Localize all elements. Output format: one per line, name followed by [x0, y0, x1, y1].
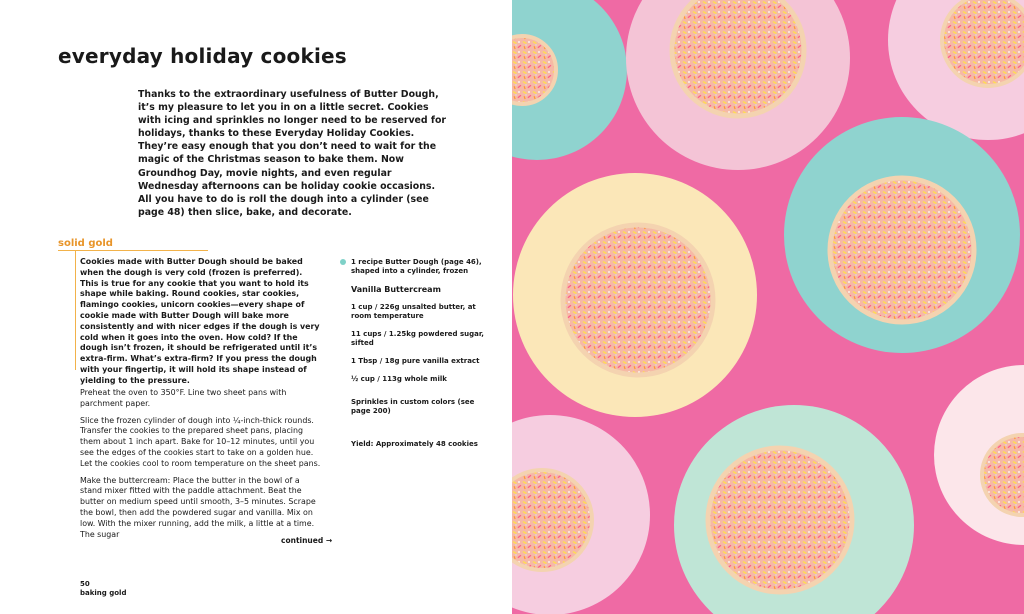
solid-gold-bracket — [58, 250, 76, 370]
ingredient-item: 1 Tbsp / 18g pure vanilla extract — [351, 357, 480, 365]
ingredient-sprinkles: Sprinkles in custom colors (see page 200) — [351, 398, 475, 415]
intro-paragraph: Thanks to the extraordinary usefulness of Butter Dough, it’s my pleasure to let you in on a little secret. Cookies with icing and sprinkles no longer need to be reserved for holidays, thanks to these Everyday Holiday Cookies. They’re easy enough that you don’t need to wait for the magic of the Christmas season to bake them. Now Groundhog Day, movie nights, and even regular Wednesday afternoons can be holiday cookie occasions. All you have to do is roll the dough into a cylinder (see page 48) then slice, bake, and decorate. — [138, 89, 447, 218]
method-steps — [80, 388, 324, 546]
page-footer — [80, 580, 126, 598]
ingredient-item: ½ cup / 113g whole milk — [351, 375, 447, 383]
cookie-photo-illustration — [512, 0, 1024, 614]
book-title: baking gold — [80, 589, 127, 597]
ingredient-item: 1 cup / 226g unsalted butter, at room temperature — [351, 303, 476, 320]
continued-link[interactable]: continued → — [281, 536, 333, 545]
solid-gold-label: solid gold — [58, 238, 113, 249]
bullet-dot-icon — [340, 259, 346, 265]
ingredients-subhead: Vanilla Buttercream — [351, 285, 441, 294]
solid-gold-rule — [58, 250, 208, 251]
solid-gold-body: Cookies made with Butter Dough should be baked when the dough is very cold (frozen is preferred). This is true for any cookie that you want to hold its shape while baking. Round cookies, star cookies, flamingo cookies, unicorn cookies—every shape of cookie made with Butter Dough will bake more consistently and with nicer edges if the dough is very cold when it goes into the oven. How cold? If the dough isn’t frozen, it should be refrigerated until it’s extra-firm. What’s extra-firm? If you press the dough with your fingertip, it will hold its shape instead of yielding to the pressure. — [80, 257, 320, 385]
page-number: 50 — [80, 580, 90, 588]
method-step: Slice the frozen cylinder of dough into ¼-inch-thick rounds. Transfer the cookies to the prepared sheet pans, placing them about 1 inch apart. Bake for 10–12 minutes, until you see the edges of the cookies start to take on a golden hue. Let the cookies cool to room temperature on the sheet pans. — [80, 415, 321, 468]
yield-text: Yield: Approximately 48 cookies — [351, 440, 478, 448]
method-step: Make the buttercream: Place the butter in the bowl of a stand mixer fitted with the paddle attachment. Beat the butter on medium speed until smooth, 3–5 minutes. Scrape the bowl, then add the powdered sugar and vanilla. Mix on low. With the mixer running, add the milk, a little at a time. The sugar — [80, 475, 316, 539]
method-step: Preheat the oven to 350°F. Line two sheet pans with parchment paper. — [80, 388, 287, 408]
ingredient-dough: 1 recipe Butter Dough (page 46), shaped into a cylinder, frozen — [351, 258, 482, 275]
ingredients-list — [351, 258, 491, 458]
page-title: everyday holiday cookies — [58, 44, 347, 68]
ingredient-item: 11 cups / 1.25kg powdered sugar, sifted — [351, 330, 484, 347]
cookie-photo — [512, 0, 1024, 614]
